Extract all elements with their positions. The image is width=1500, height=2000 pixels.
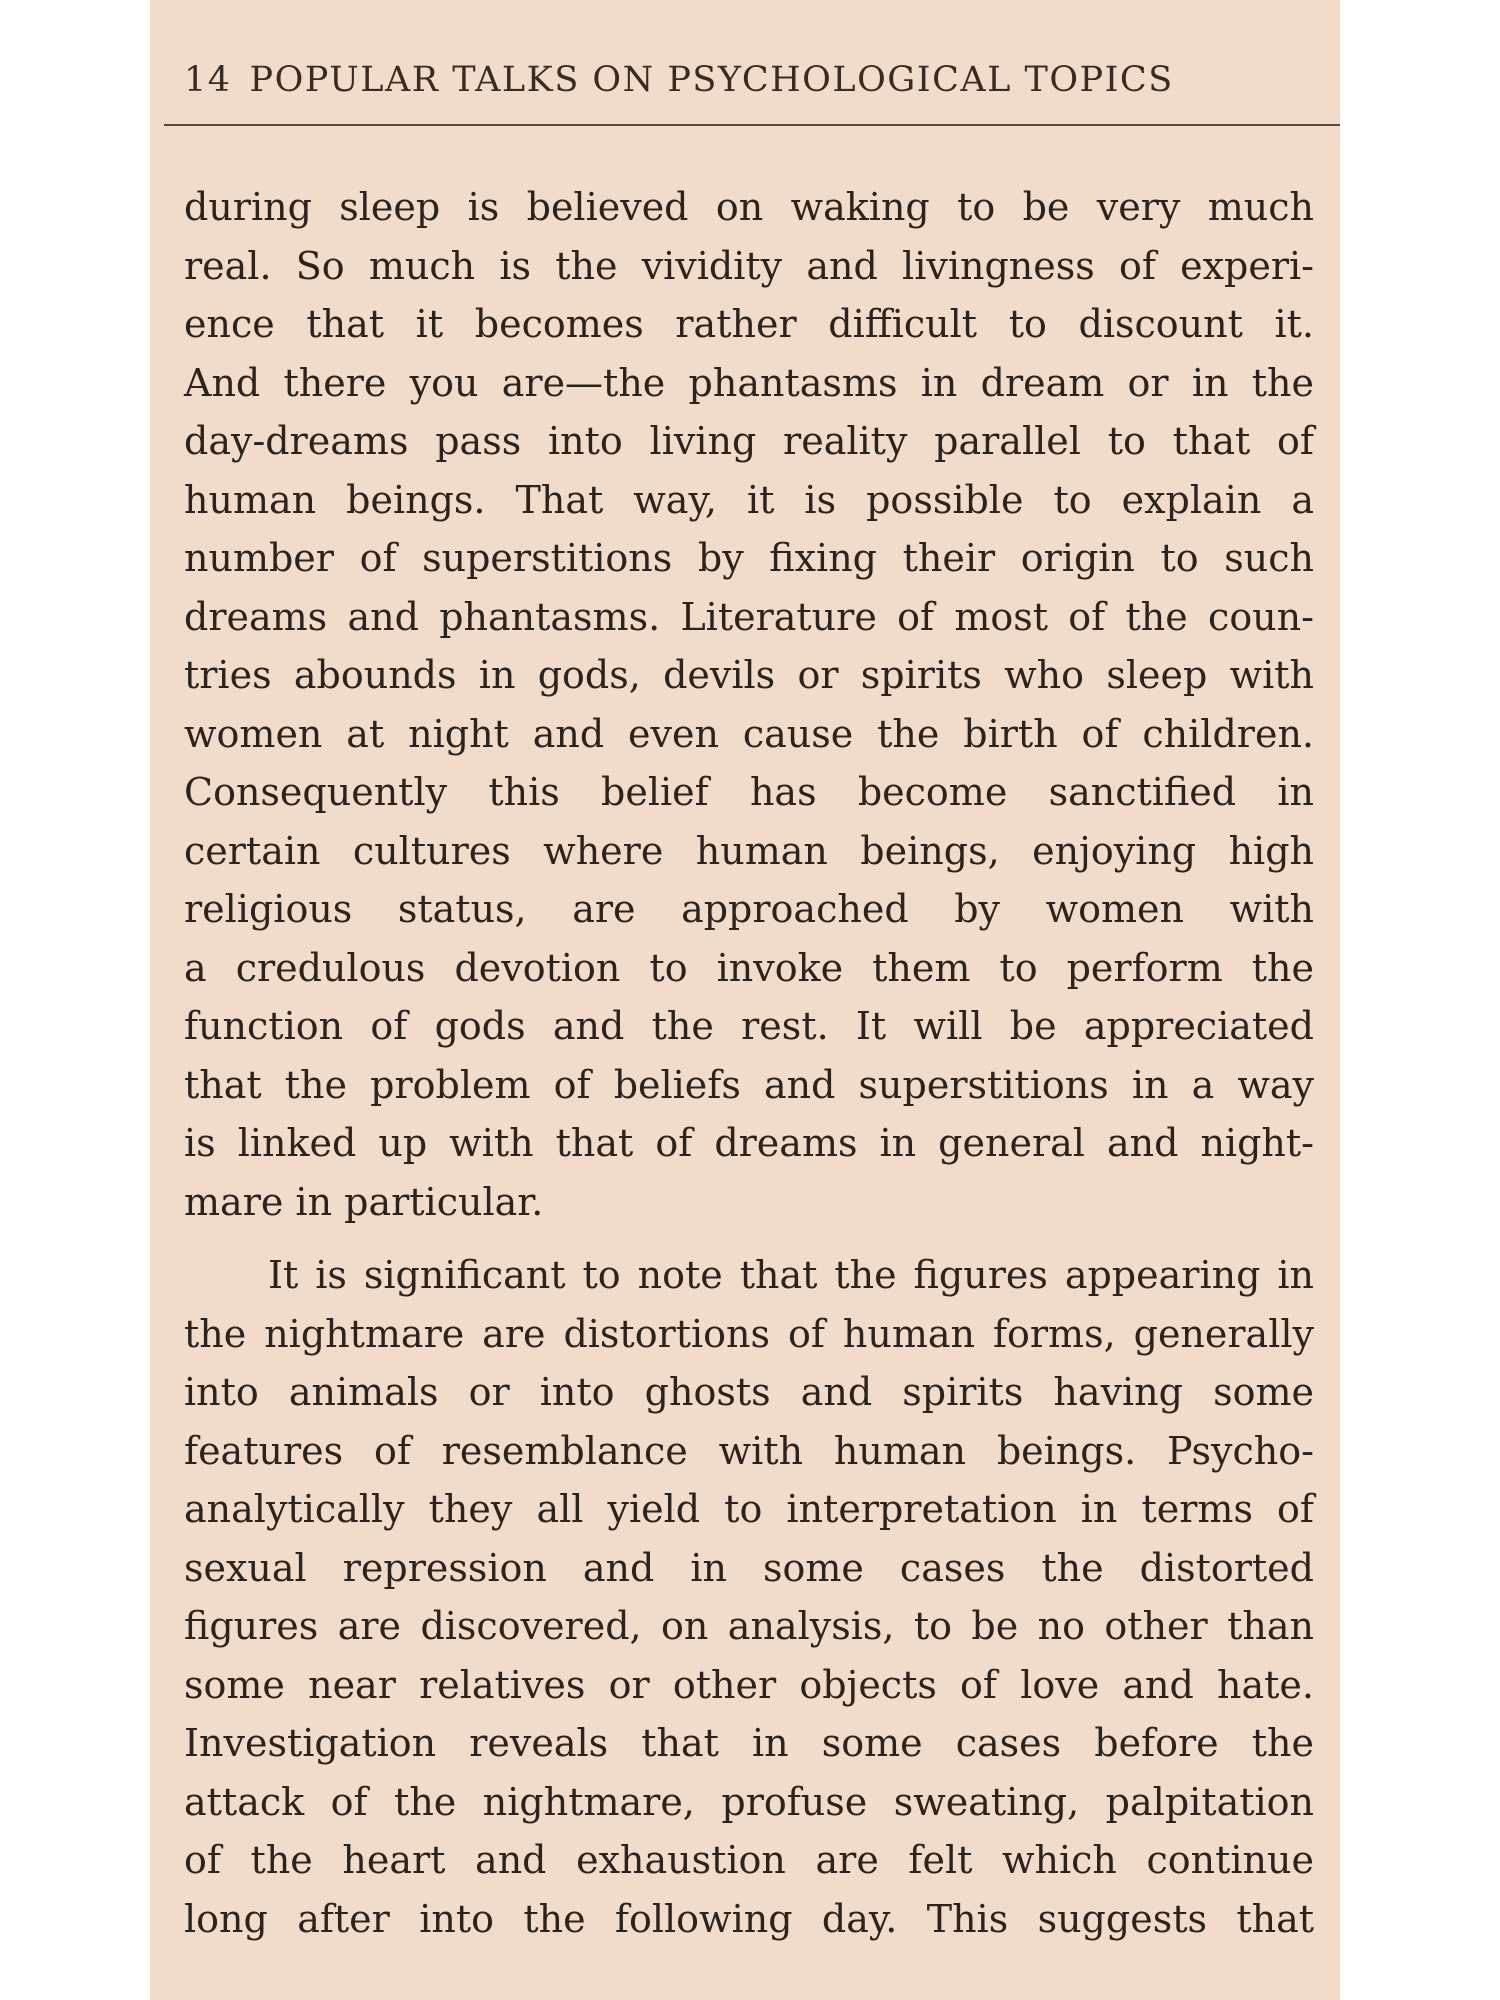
text-line: analytically they all yield to interpretation in terms of <box>184 1487 1314 1531</box>
running-title: POPULAR TALKS ON PSYCHOLOGICAL TOPICS <box>249 60 1174 100</box>
text-line: a credulous devotion to invoke them to perform the <box>184 945 1314 990</box>
text-line: sexual repression and in some cases the distorted <box>184 1545 1314 1590</box>
text-line: features of resemblance with human beings. Psycho- <box>184 1428 1314 1473</box>
text-line: dreams and phantasms. Literature of most of the coun- <box>184 594 1314 639</box>
text-line: tries abounds in gods, devils or spirits who sleep with <box>184 653 1314 697</box>
text-line: religious status, are approached by women with <box>184 887 1314 931</box>
text-line: that the problem of beliefs and superstitions in a way <box>184 1062 1314 1107</box>
text-line: certain cultures where human beings, enjoying high <box>184 828 1314 873</box>
running-header <box>184 60 1324 100</box>
book-page <box>150 0 1340 2000</box>
page-number: 14 <box>184 60 232 100</box>
paragraph-1 <box>184 178 1314 1231</box>
text-line: Investigation reveals that in some cases before the <box>184 1721 1314 1765</box>
text-line: into animals or into ghosts and spirits having some <box>184 1370 1314 1414</box>
text-line: of the heart and exhaustion are felt which continue <box>184 1838 1314 1882</box>
text-line: function of gods and the rest. It will be appreciated <box>184 1004 1314 1048</box>
text-line: the nightmare are distortions of human forms, generally <box>184 1311 1314 1356</box>
body-text <box>184 178 1314 1948</box>
text-line: mare in particular. <box>184 1179 544 1224</box>
paragraph-2 <box>184 1246 1314 1948</box>
text-line: ence that it becomes rather difficult to discount it. <box>184 302 1314 346</box>
text-line: Consequently this belief has become sanctified in <box>184 770 1314 814</box>
text-line: during sleep is believed on waking to be very much <box>184 185 1314 229</box>
text-line: And there you are—the phantasms in dream or in the <box>184 360 1314 405</box>
text-line: human beings. That way, it is possible to explain a <box>184 477 1314 522</box>
text-line: day-dreams pass into living reality parallel to that of <box>184 419 1314 463</box>
text-line: is linked up with that of dreams in general and night- <box>184 1121 1314 1165</box>
text-line: figures are discovered, on analysis, to be no other than <box>184 1604 1314 1648</box>
header-rule <box>164 124 1340 126</box>
text-line: women at night and even cause the birth of children. <box>184 711 1314 756</box>
text-line: long after into the following day. This suggests that <box>184 1896 1314 1941</box>
text-line: attack of the nightmare, profuse sweating, palpitation <box>184 1779 1314 1824</box>
text-line: It is significant to note that the figures appearing in <box>268 1253 1314 1297</box>
text-line: some near relatives or other objects of love and hate. <box>184 1662 1314 1707</box>
paragraph-gap <box>184 1231 1314 1246</box>
text-line: real. So much is the vividity and livingness of experi- <box>184 243 1314 288</box>
text-line: number of superstitions by fixing their origin to such <box>184 536 1314 580</box>
